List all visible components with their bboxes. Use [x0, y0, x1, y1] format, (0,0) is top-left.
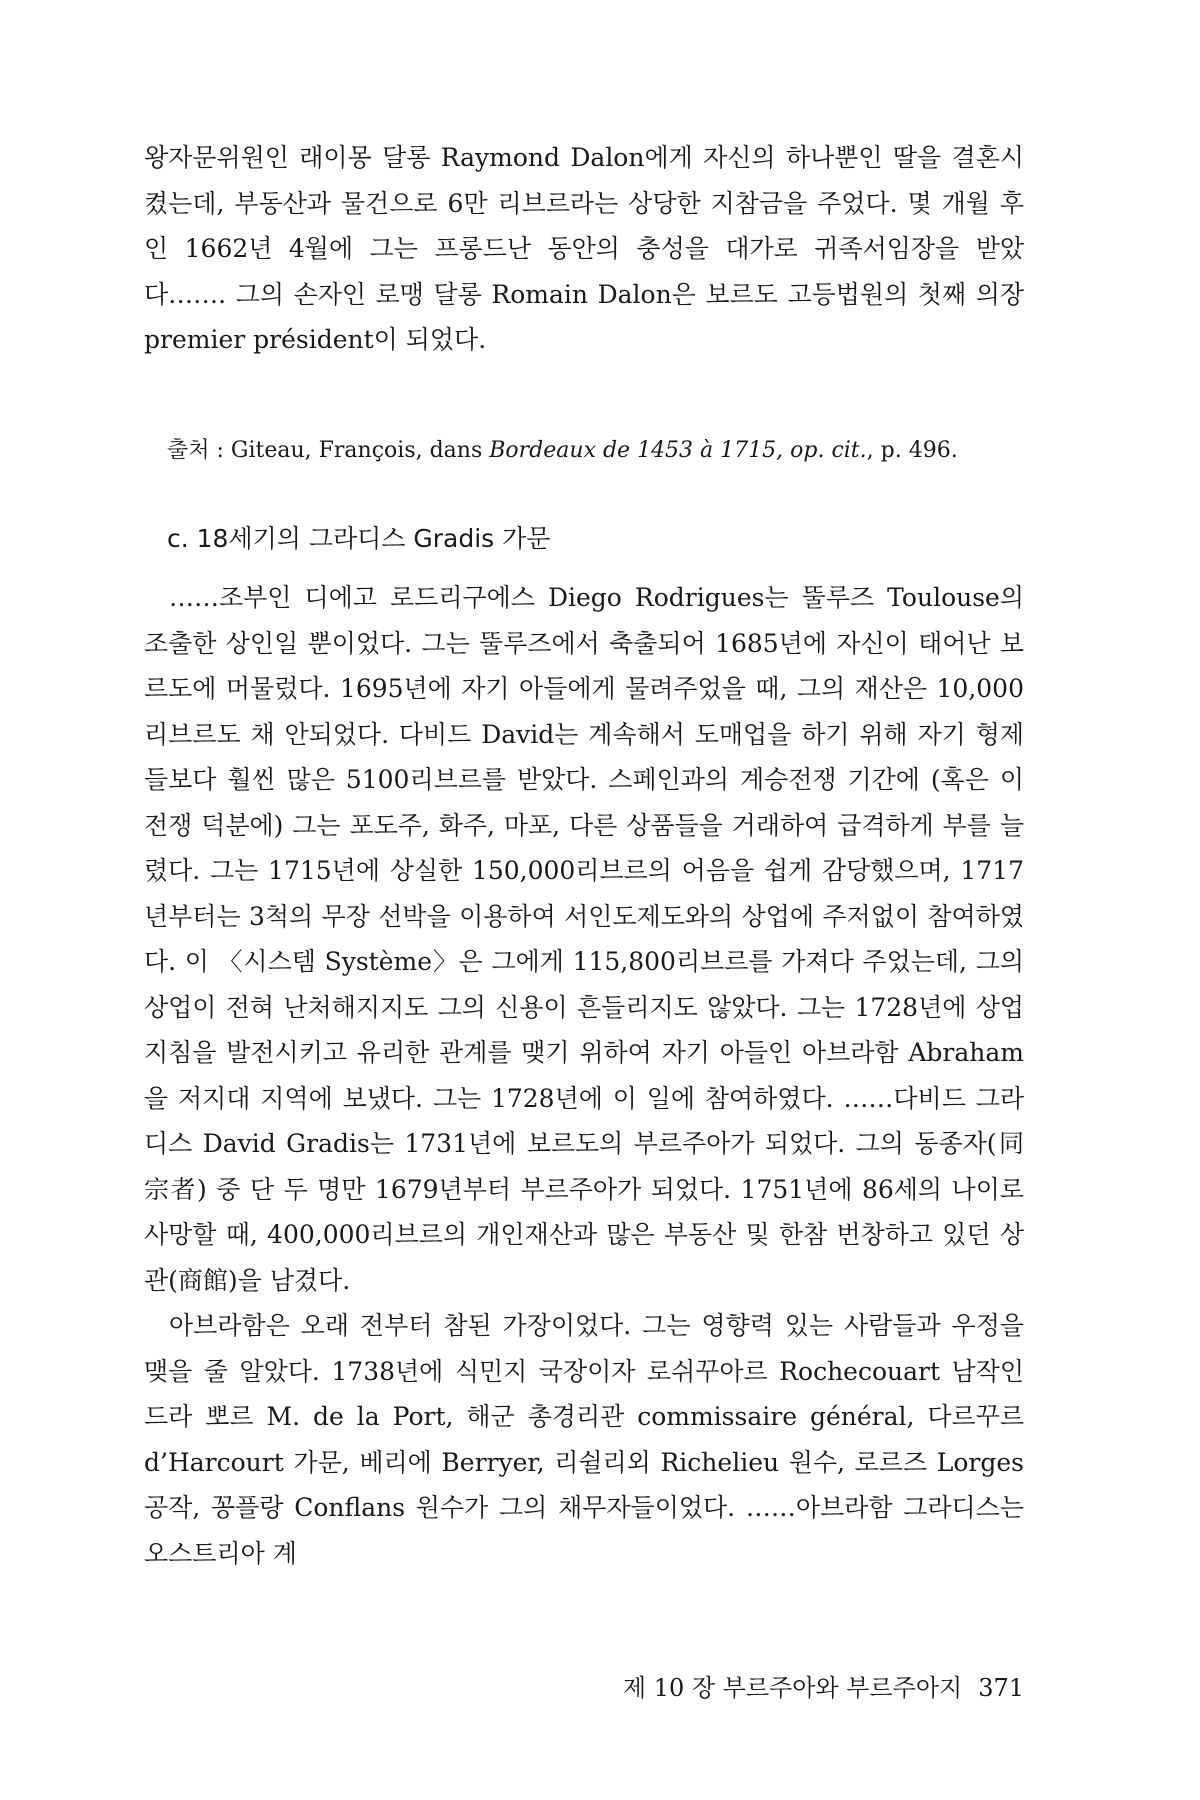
source-title: Bordeaux de 1453 à 1715, op. cit. — [489, 438, 867, 463]
source-prefix: 출처 : Giteau, François, dans — [167, 438, 490, 463]
section-heading: c. 18세기의 그라디스 Gradis 가문 — [167, 524, 551, 553]
source-citation — [167, 436, 1017, 466]
quoted-passage — [144, 135, 1024, 363]
page-number: 371 — [978, 1674, 1024, 1702]
page-footer — [623, 1672, 1024, 1704]
section-body — [144, 575, 1024, 1576]
source-suffix: , p. 496. — [866, 438, 958, 463]
section-paragraph-2: 아브라함은 오래 전부터 참된 가장이었다. 그는 영향력 있는 사람들과 우정을 맺을 줄 알았다. 1738년에 식민지 국장이자 로쉬꾸아르 Rochecouart 남작인 드라 뽀르 M. de la Port, 해군 총경리관 commissaire général, 다르꾸르 d’Harcourt 가문, 베리에 Berryer, 리쉴리외 Richelieu 원수, 로르즈 Lorges 공작, 꽁플랑 Conflans 원수가 그의 채무자들이었다. ……아브라함 그라디스는 오스트리아 계 — [144, 1311, 1024, 1568]
section-paragraph-1: ……조부인 디에고 로드리구에스 Diego Rodrigues는 뚤루즈 Toulouse의 조출한 상인일 뿐이었다. 그는 뚤루즈에서 축출되어 1685년에 자신이 태어난 보르도에 머물렀다. 1695년에 자기 아들에게 물려주었을 때, 그의 재산은 10,000리브르도 채 안되었다. 다비드 David는 계속해서 도매업을 하기 위해 자기 형제들보다 훨씬 많은 5100리브르를 받았다. 스페인과의 계승전쟁 기간에 (혹은 이 전쟁 덕분에) 그는 포도주, 화주, 마포, 다른 상품들을 거래하여 급격하게 부를 늘렸다. 그는 1715년에 상실한 150,000리브르의 어음을 쉽게 감당했으며, 1717년부터는 3척의 무장 선박을 이용하여 서인도제도와의 상업에 주저없이 참여하였다. 이 〈시스템 Système〉은 그에게 115,800리브르를 가져다 주었는데, 그의 상업이 전혀 난처해지지도 그의 신용이 흔들리지도 않았다. 그는 1728년에 상업지침을 발전시키고 유리한 관계를 맺기 위하여 자기 아들인 아브라함 Abraham을 저지대 지역에 보냈다. 그는 1728년에 이 일에 참여하였다. ……다비드 그라디스 David Gradis는 1731년에 보르도의 부르주아가 되었다. 그의 동종자(同宗者) 중 단 두 명만 1679년부터 부르주아가 되었다. 1751년에 86세의 나이로 사망할 때, 400,000리브르의 개인재산과 많은 부동산 및 한참 번창하고 있던 상관(商館)을 남겼다. — [144, 583, 1024, 1295]
chapter-title: 제 10 장 부르주아와 부르주아지 — [622, 1674, 963, 1702]
quote-paragraph: 왕자문위원인 래이몽 달롱 Raymond Dalon에게 자신의 하나뿐인 딸을 결혼시켰는데, 부동산과 물건으로 6만 리브르라는 상당한 지참금을 주었다. 몇 개월 후인 1662년 4월에 그는 프롱드난 동안의 충성을 대가로 귀족서임장을 받았다……. 그의 손자인 로맹 달롱 Romain Dalon은 보르도 고등법원의 첫째 의장 premier président이 되었다. — [144, 143, 1024, 354]
